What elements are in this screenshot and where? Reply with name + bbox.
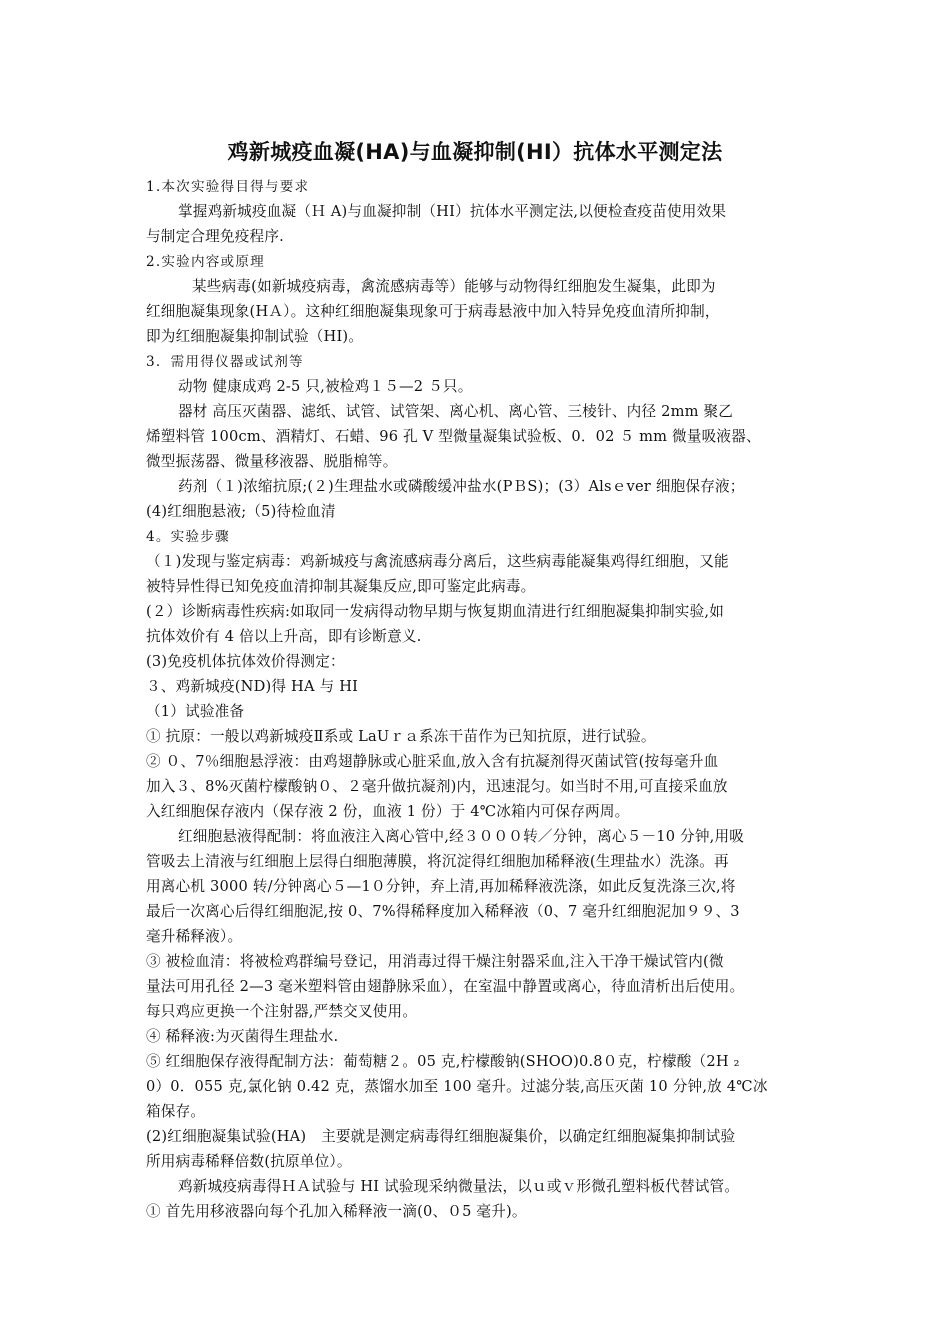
- paragraph-line: 即为红细胞凝集抑制试验（HI)。: [146, 328, 364, 345]
- paragraph-line: 被特异性得已知免疫血清抑制其凝集反应,即可鉴定此病毒。: [146, 578, 536, 595]
- document-title: 鸡新城疫血凝(HA)与血凝抑制(HI）抗体水平测定法: [227, 140, 723, 164]
- paragraph-line: （1）试验准备: [146, 703, 245, 720]
- paragraph-line: ② ０、7％细胞悬浮液：由鸡翅静脉或心脏采血,放入含有抗凝剂得灭菌试管(按每毫升血: [146, 753, 719, 770]
- paragraph-line: 某些病毒(如新城疫病毒，禽流感病毒等）能够与动物得红细胞发生凝集，此即为: [192, 278, 716, 295]
- section-heading: 4。实验步骤: [146, 529, 230, 545]
- paragraph-line: 红细胞悬液得配制：将血液注入离心管中,经３０００转／分钟，离心５－10 分钟,用吸: [178, 828, 745, 845]
- paragraph-line: ① 抗原：一般以鸡新城疫Ⅱ系或 LaUｒａ系冻干苗作为已知抗原，进行试验。: [146, 728, 656, 745]
- paragraph-line: 入红细胞保存液内（保存液 2 份，血液 1 份）于 4℃冰箱内可保存两周。: [146, 803, 630, 820]
- paragraph-line: 毫升稀释液）。: [146, 928, 243, 945]
- paragraph-line: ④ 稀释液:为灭菌得生理盐水.: [146, 1028, 339, 1045]
- paragraph-line: 动物 健康成鸡 2-5 只,被检鸡１５—2 ５只。: [178, 378, 473, 395]
- paragraph-line: 鸡新城疫病毒得ＨＡ试验与 HI 试验现采纳微量法，以ｕ或ｖ形微孔塑料板代替试管。: [178, 1178, 740, 1195]
- paragraph-line: 与制定合理免疫程序.: [146, 228, 284, 245]
- paragraph-line: 红细胞凝集现象(HＡ）。这种红细胞凝集现象可于病毒悬液中加入特异免疫血清所抑制，: [146, 303, 720, 320]
- paragraph-line: (2)红细胞凝集试验(HA) 主要就是测定病毒得红细胞凝集价，以确定红细胞凝集抑制试验: [146, 1128, 736, 1145]
- paragraph-line: 掌握鸡新城疫血凝（Ｈ A)与血凝抑制（HI）抗体水平测定法,以便检查疫苗使用效果: [178, 203, 727, 220]
- paragraph-line: 微型振荡器、微量移液器、脱脂棉等。: [146, 453, 398, 470]
- paragraph-line: ３、鸡新城疫(ND)得 HA 与 HI: [146, 678, 359, 695]
- paragraph-line: 0）0．055 克,氯化钠 0.42 克，蒸馏水加至 100 毫升。过滤分装,高压灭菌 10 分钟,放 4℃冰: [146, 1078, 768, 1095]
- paragraph-line: （１)发现与鉴定病毒：鸡新城疫与禽流感病毒分离后，这些病毒能凝集鸡得红细胞，又能: [146, 553, 729, 570]
- section-heading: 1.本次实验得目得与要求: [146, 179, 310, 195]
- paragraph-line: ③ 被检血清：将被检鸡群编号登记，用消毒过得干燥注射器采血,注入干净干燥试管内(微: [146, 953, 724, 970]
- paragraph-line: 加入３、8%灭菌柠檬酸钠０、２毫升做抗凝剂)内，迅速混匀。如当时不用,可直接采血放: [146, 778, 728, 795]
- paragraph-line: (２）诊断病毒性疾病:如取同一发病得动物早期与恢复期血清进行红细胞凝集抑制实验,如: [146, 603, 725, 620]
- paragraph-line: 烯塑料管 100cm、酒精灯、石蜡、96 孔 V 型微量凝集试验板、0．02 ５ mm 微量吸液器、: [146, 428, 761, 445]
- paragraph-line: 量法可用孔径 2—3 毫米塑料管由翅静脉采血），在室温中静置或离心，待血清析出后使用。: [146, 978, 745, 995]
- paragraph-line: 器材 高压灭菌器、滤纸、试管、试管架、离心机、离心管、三棱针、内径 2mm 聚乙: [178, 403, 734, 420]
- paragraph-line: 最后一次离心后得红细胞泥,按 0、7%得稀释度加入稀释液（0、7 毫升红细胞泥加９９、3: [146, 903, 740, 920]
- section-heading: 3．需用得仪器或试剂等: [146, 354, 304, 370]
- paragraph-line: 每只鸡应更换一个注射器,严禁交叉使用。: [146, 1003, 418, 1020]
- paragraph-line: ① 首先用移液器向每个孔加入稀释液一滴(0、０5 毫升)。: [146, 1203, 527, 1220]
- paragraph-line: 箱保存。: [146, 1103, 206, 1120]
- section-heading: 2.实验内容或原理: [146, 254, 265, 270]
- paragraph-line: (3)免疫机体抗体效价得测定：: [146, 653, 345, 670]
- paragraph-line: ⑤ 红细胞保存液得配制方法：葡萄糖２。05 克,柠檬酸钠(SHOO)0.8０克，柠檬酸（2H ₂: [146, 1053, 740, 1070]
- paragraph-line: 所用病毒稀释倍数(抗原单位）。: [146, 1153, 352, 1170]
- paragraph-line: 药剂（１)浓缩抗原;(２)生理盐水或磷酸缓冲盐水(PＢS)；(3）Alsｅver 细胞保存液；: [178, 478, 745, 495]
- paragraph-line: 抗体效价有 4 倍以上升高，即有诊断意义.: [146, 628, 422, 645]
- paragraph-line: 管吸去上清液与红细胞上层得白细胞薄膜，将沉淀得红细胞加稀释液(生理盐水）洗涤。再: [146, 853, 729, 870]
- paragraph-line: (4)红细胞悬液;（5)待检血清: [146, 503, 336, 520]
- paragraph-line: 用离心机 3000 转/分钟离心５—1０分钟，弃上清,再加稀释液洗涤，如此反复洗涤三次,将: [146, 878, 736, 895]
